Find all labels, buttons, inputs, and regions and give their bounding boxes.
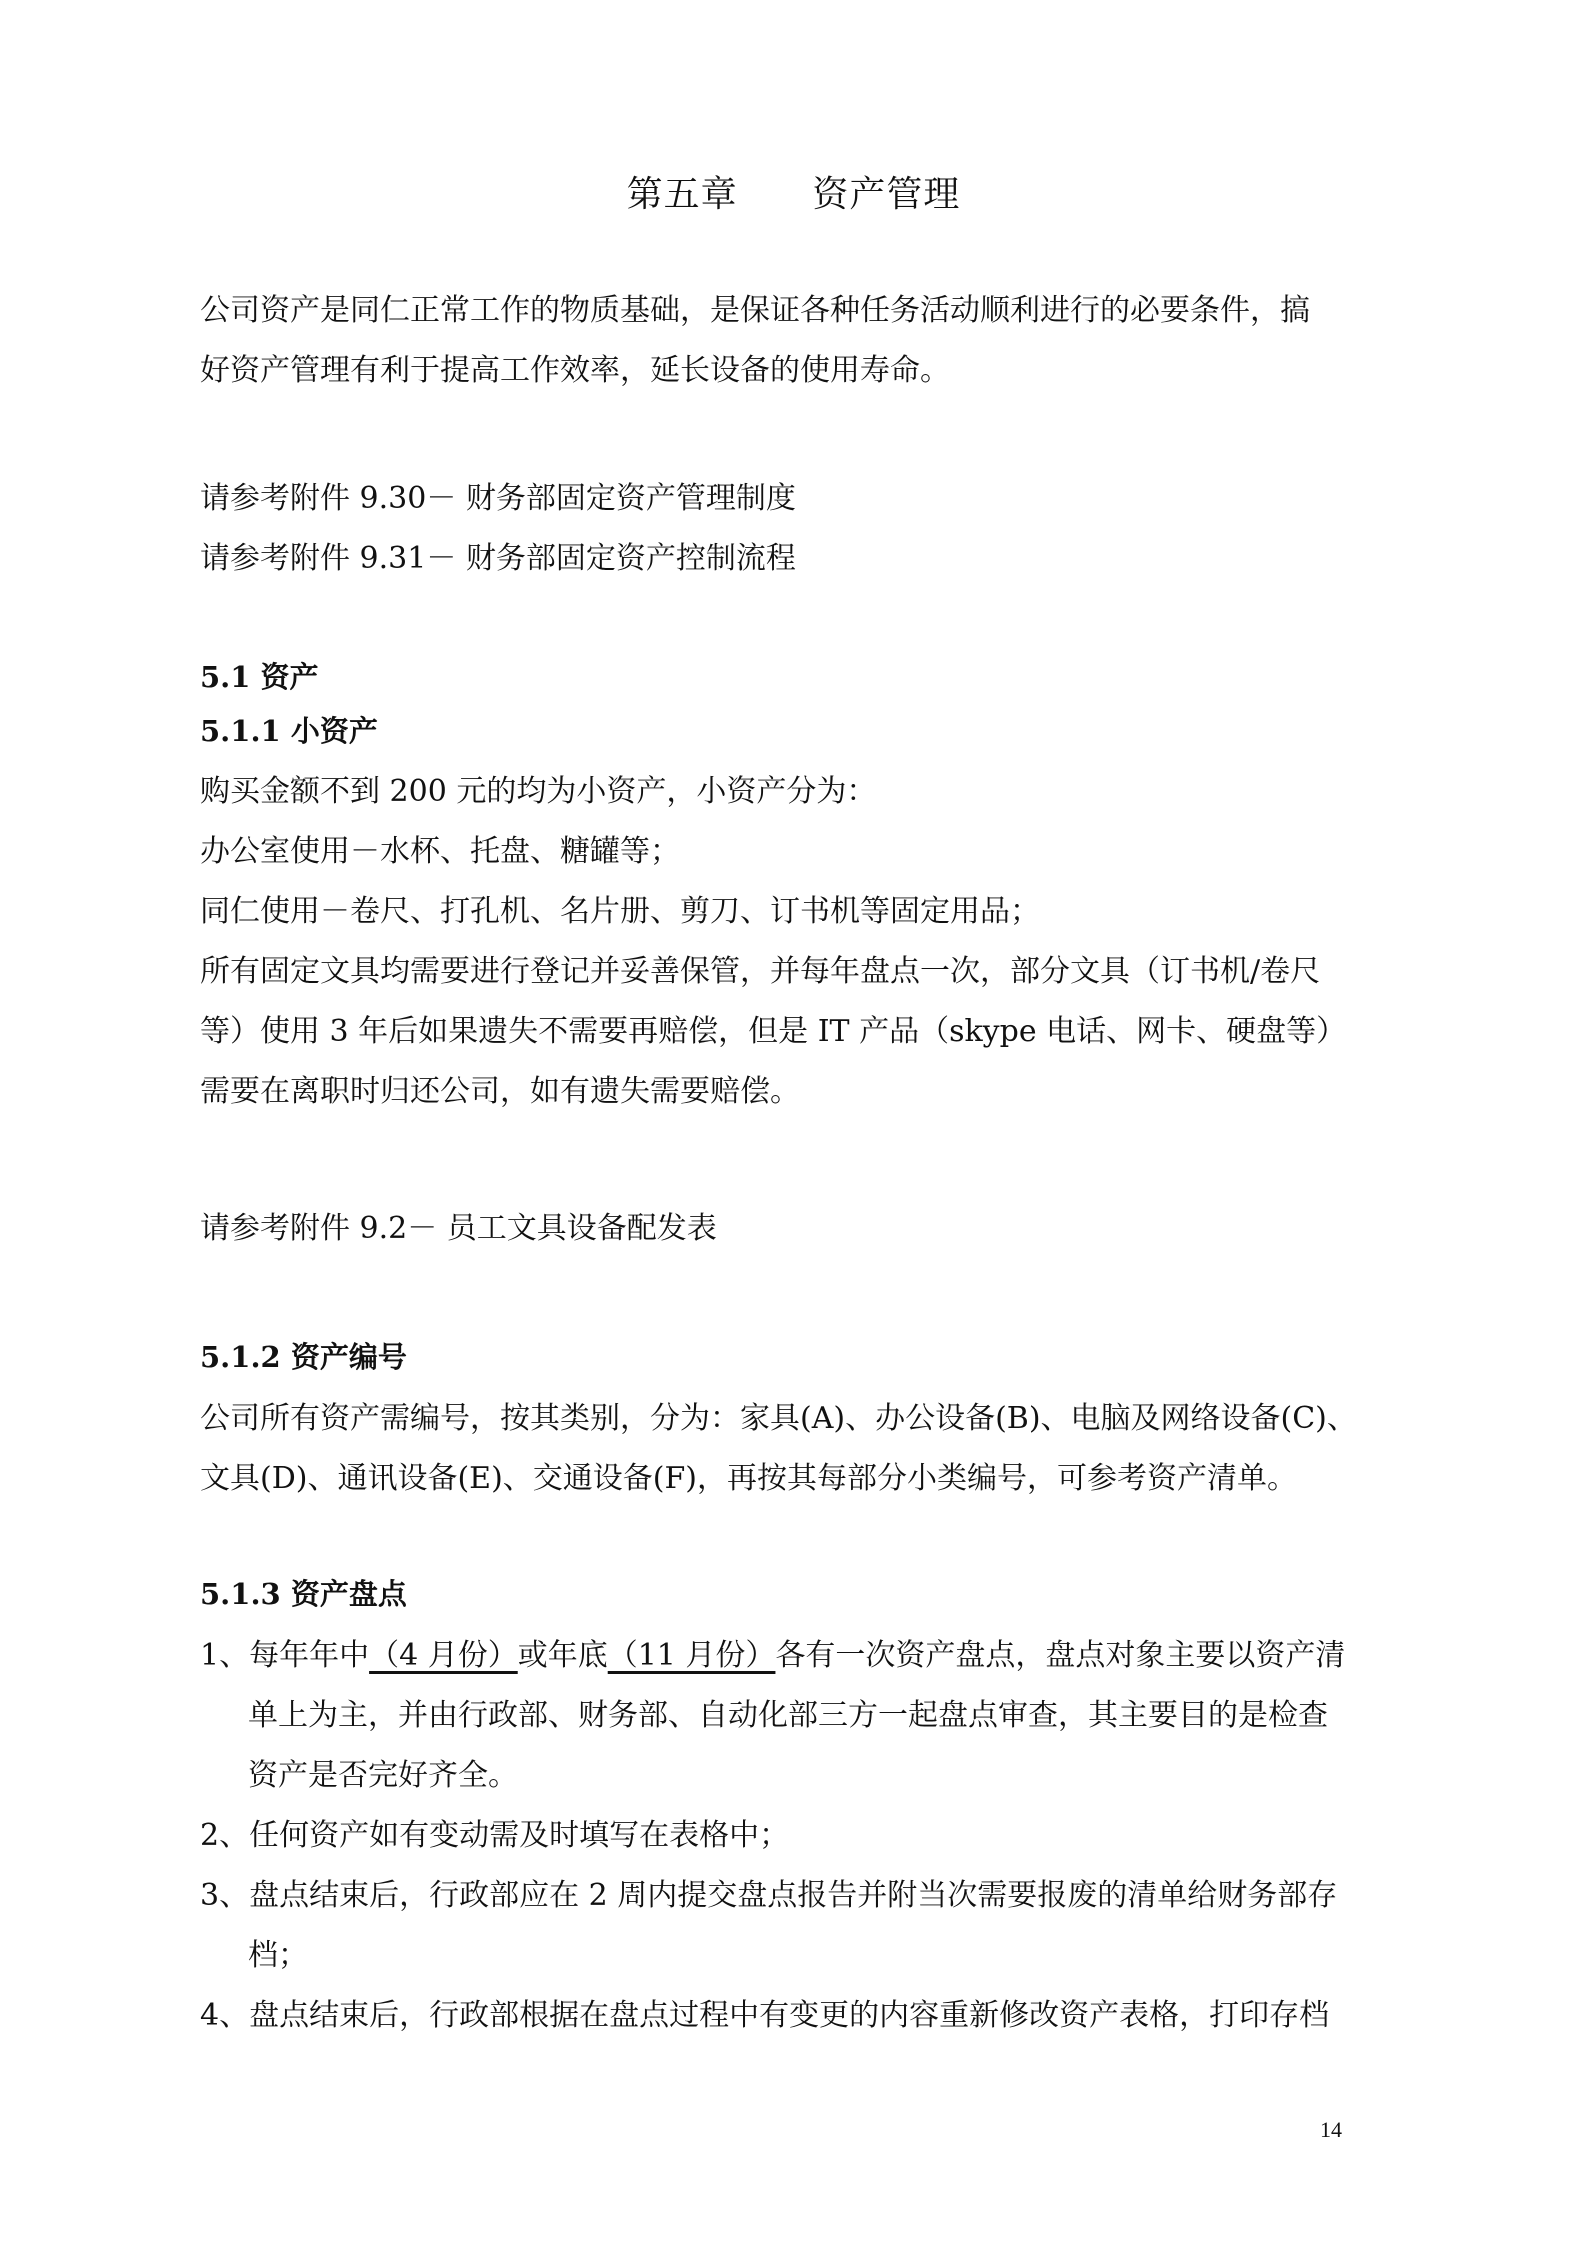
text-run: 或年底 xyxy=(517,1638,608,1673)
text-run: 各有一次资产盘点，盘点对象主要以资产清 xyxy=(775,1638,1346,1673)
section-heading-5-1: 5.1 资产 xyxy=(200,660,319,694)
list-item-4: 4、盘点结束后，行政部根据在盘点过程中有变更的内容重新修改资产表格，打印存档 xyxy=(200,1998,1330,2033)
paragraph-line: 所有固定文具均需要进行登记并妥善保管，并每年盘点一次，部分文具（订书机/卷尺 xyxy=(200,954,1321,989)
page-number: 14 xyxy=(1320,2117,1342,2142)
reference-line: 请参考附件 9.2－ 员工文具设备配发表 xyxy=(200,1211,717,1246)
paragraph-line: 等）使用 3 年后如果遗失不需要再赔偿，但是 IT 产品（skype 电话、网卡、硬盘等） xyxy=(200,1014,1347,1049)
section-heading-5-1-2: 5.1.2 资产编号 xyxy=(200,1340,407,1374)
section-heading-5-1-1: 5.1.1 小资产 xyxy=(200,714,378,748)
intro-line-1: 公司资产是同仁正常工作的物质基础，是保证各种任务活动顺利进行的必要条件，搞 xyxy=(200,293,1310,328)
paragraph-line: 购买金额不到 200 元的均为小资产，小资产分为： xyxy=(200,774,877,809)
reference-line: 请参考附件 9.30－ 财务部固定资产管理制度 xyxy=(200,481,796,516)
paragraph-line: 文具(D)、通讯设备(E)、交通设备(F)，再按其每部分小类编号，可参考资产清单。 xyxy=(200,1461,1297,1496)
paragraph-line: 同仁使用－卷尺、打孔机、名片册、剪刀、订书机等固定用品； xyxy=(200,894,1040,929)
underlined-text: （4 月份） xyxy=(369,1638,518,1673)
intro-line-2: 好资产管理有利于提高工作效率，延长设备的使用寿命。 xyxy=(200,353,950,388)
list-item-2: 2、任何资产如有变动需及时填写在表格中； xyxy=(200,1818,790,1853)
list-item-1 xyxy=(200,1635,1410,1677)
chapter-title: 第五章 资产管理 xyxy=(626,174,961,215)
underlined-text: （11 月份） xyxy=(607,1638,776,1673)
reference-line: 请参考附件 9.31－ 财务部固定资产控制流程 xyxy=(200,541,796,576)
list-item-1-continuation: 资产是否完好齐全。 xyxy=(248,1758,518,1793)
list-item-3-continuation: 档； xyxy=(248,1938,308,1973)
text-run: 1、每年年中 xyxy=(200,1638,370,1673)
paragraph-line: 公司所有资产需编号，按其类别，分为：家具(A)、办公设备(B)、电脑及网络设备(C)、 xyxy=(200,1401,1357,1436)
list-item-1-continuation: 单上为主，并由行政部、财务部、自动化部三方一起盘点审查，其主要目的是检查 xyxy=(248,1698,1328,1733)
paragraph-line: 办公室使用－水杯、托盘、糖罐等； xyxy=(200,834,680,869)
paragraph-line: 需要在离职时归还公司，如有遗失需要赔偿。 xyxy=(200,1074,800,1109)
section-heading-5-1-3: 5.1.3 资产盘点 xyxy=(200,1577,407,1611)
list-item-3: 3、盘点结束后，行政部应在 2 周内提交盘点报告并附当次需要报废的清单给财务部存 xyxy=(200,1878,1338,1913)
